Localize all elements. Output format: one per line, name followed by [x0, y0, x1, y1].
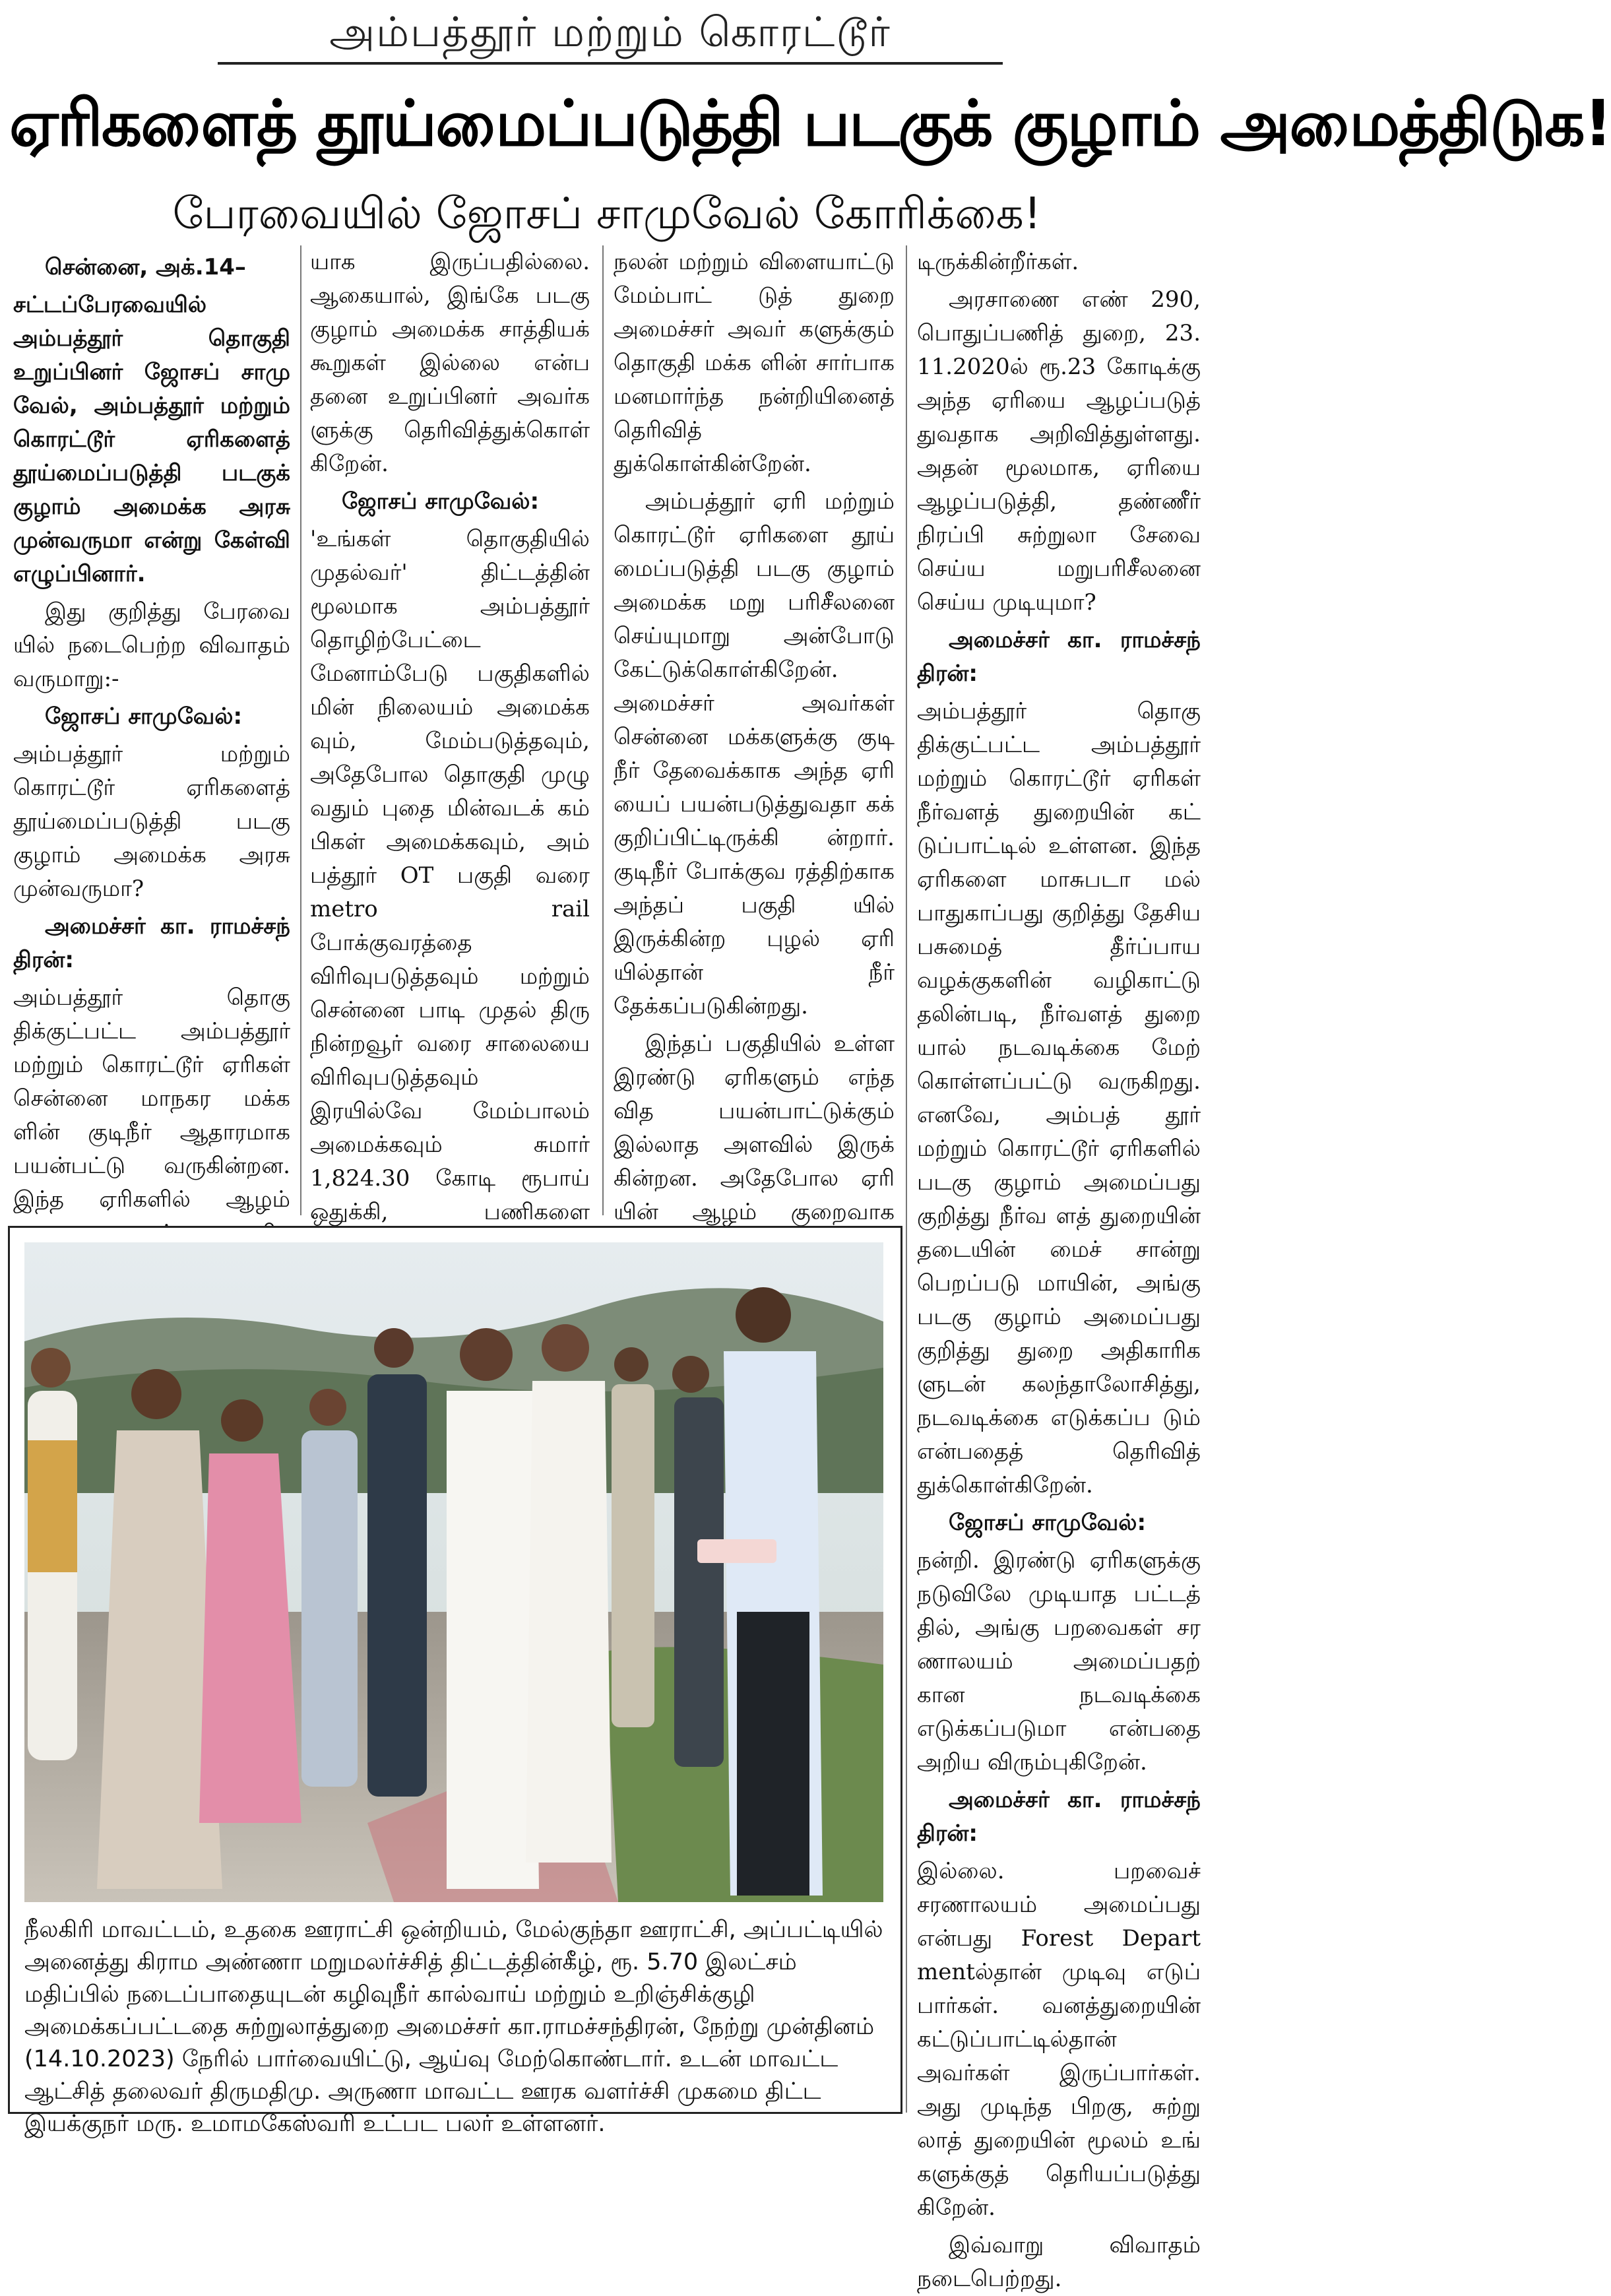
article-column-4	[917, 245, 1201, 2292]
column-divider	[906, 245, 907, 2113]
article-column-3	[614, 245, 895, 1225]
paragraph: நலன் மற்றும் விளையாட்டு மேம்பாட் டுத் துறை அமைச்சர் அவர் களுக்கும் தொகுதி மக்க ளின் சார்பாக மனமார்ந்த நன்றியினைத் தெரிவித் துக்கொள்கின்றேன்.	[614, 249, 895, 477]
article-column-2	[310, 245, 590, 1225]
speaker-label: ஜோசப் சாமுவேல்:	[342, 488, 540, 515]
news-photo	[24, 1242, 883, 1902]
lead-paragraph: சட்டப்பேரவையில் அம்பத்தூர் தொகுதி உறுப்பினர் ஜோசப் சாமு வேல், அம்பத்தூர் மற்றும் கொரட்டூர் ஏரிகளைத் தூய்மைப்படுத்தி படகுக் குழாம் அமைக்க அரசு முன்வருமா என்று கேள்வி எழுப்பினார்.	[13, 292, 290, 587]
column-divider	[300, 245, 301, 1215]
paragraph: அம்பத்தூர் தொகு திக்குட்பட்ட அம்பத்தூர் மற்றும் கொரட்டூர் ஏரிகள் சென்னை மாநகர மக்க ளின் குடிநீர் ஆதாரமாக பயன்பட்டு வருகின்றன. இந்த ஏரிகளில் ஆழம்	[13, 984, 290, 1213]
paragraph: அம்பத்தூர் ஏரி மற்றும் கொரட்டூர் ஏரிகளை தூய் மைப்படுத்தி படகு குழாம் அமைக்க மறு பரிசீலனை செய்யுமாறு அன்போடு கேட்டுக்கொள்கிறேன். அமைச்சர் அவர்கள் சென்னை மக்களுக்கு குடி நீர் தேவைக்காக அந்த ஏரி யைப் பயன்படுத்துவதா கக் குறிப்பிட்டிருக்கி ன்றார். குடிநீர் போக்குவ ரத்திற்காக அந்தப் பகுதி யில் இருக்கின்ற புழல் ஏரி யில்தான் நீர் தேக்கப்படுகின்றது.	[614, 488, 895, 1019]
speaker-label: அமைச்சர் கா. ராமச்சந் திரன்:	[917, 1787, 1201, 1847]
paragraph: இவ்வாறு விவாதம் நடைபெற்றது.	[917, 2232, 1201, 2292]
kicker-rule	[218, 62, 1003, 65]
paragraph: இல்லை. பறவைச் சரணாலயம் அமைப்பது என்பது Forest Depart mentல்தான் முடிவு எடுப் பார்கள். வனத்துறையின் கட்டுப்பாட்டில்தான் அவர்கள் இருப்பார்கள். அது முடிந்த பிறகு, சுற்று லாத் துறையின் மூலம் உங் களுக்குத் தெரியப்படுத்து கிறேன்.	[917, 1858, 1201, 2221]
paragraph: அம்பத்தூர் மற்றும் கொரட்டூர் ஏரிகளைத் தூய்மைப்படுத்தி படகு குழாம் அமைக்க அரசு முன்வருமா?	[13, 741, 290, 902]
headline: ஏரிகளைத் தூய்மைப்படுத்தி படகுக் குழாம் அமைத்திடுக!	[9, 86, 1611, 160]
photo-caption: நீலகிரி மாவட்டம், உதகை ஊராட்சி ஒன்றியம், மேல்குந்தா ஊராட்சி, அப்பட்டியில் அனைத்து கிராம அண்ணா மறுமலர்ச்சித் திட்டத்தின்கீழ், ரூ. 5.70 இலட்சம் மதிப்பில் நடைப்பாதையுடன் கழிவுநீர் கால்வாய் மற்றும் உறிஞ்சிக்குழி அமைக்கப்பட்டதை சுற்றுலாத்துறை அமைச்சர் கா.ராமச்சந்திரன், நேற்று முன்தினம் (14.10.2023) நேரில் பார்வையிட்டு, ஆய்வு மேற்கொண்டார். உடன் மாவட்ட ஆட்சித் தலைவர் திருமதிமு. அருணா மாவட்ட ஊரக வளர்ச்சி முகமை திட்ட இயக்குநர் மரு. உமாமகேஸ்வரி உட்பட பலர் உள்ளனர்.	[24, 1917, 883, 2137]
speaker-label: அமைச்சர் கா. ராமச்சந் திரன்:	[917, 627, 1201, 687]
speaker-label: அமைச்சர் கா. ராமச்சந் திரன்:	[13, 913, 290, 973]
dateline: சென்னை, அக்.14–	[45, 254, 246, 280]
speaker-label: ஜோசப் சாமுவேல்:	[45, 703, 243, 730]
paragraph: யாக இருப்பதில்லை. ஆகையால், இங்கே படகு குழாம் அமைக்க சாத்தியக் கூறுகள் இல்லை என்ப தனை உறுப்பினர் அவர்க ளுக்கு தெரிவித்துக்கொள் கிறேன்.	[310, 249, 590, 477]
paragraph: நன்றி. இரண்டு ஏரிகளுக்கு நடுவிலே முடியாத பட்டத் தில், அங்கு பறவைகள் சர ணாலயம் அமைப்பதற் கான நடவடிக்கை எடுக்கப்படுமா என்பதை அறிய விரும்புகிறேன்.	[917, 1547, 1201, 1775]
paragraph: அரசாணை எண் 290, பொதுப்பணித் துறை, 23. 11.2020ல் ரூ.23 கோடிக்கு அந்த ஏரியை ஆழப்படுத் துவதாக அறிவித்துள்ளது. அதன் மூலமாக, ஏரியை ஆழப்படுத்தி, தண்ணீர் நிரப்பி சுற்றுலா சேவை செய்ய மறுபரிசீலனை செய்ய முடியுமா?	[917, 286, 1201, 616]
paragraph: அம்பத்தூர் தொகு திக்குட்பட்ட அம்பத்தூர் மற்றும் கொரட்டூர் ஏரிகள் நீர்வளத் துறையின் கட் டுப்பாட்டில் உள்ளன. இந்த ஏரிகளை மாசுபடா மல் பாதுகாப்பது குறித்து தேசிய பசுமைத் தீர்ப்பாய வழக்குகளின் வழிகாட்டு தலின்படி, நீர்வளத் துறை யால் நடவடிக்கை மேற் கொள்ளப்பட்டு வருகிறது. எனவே, அம்பத் தூர் மற்றும் கொரட்டூர் ஏரிகளில் படகு குழாம் அமைப்பது குறித்து நீர்வ ளத் துறையின் தடையின் மைச் சான்று பெறப்படு மாயின், அங்கு படகு குழாம் அமைப்பது குறித்து துறை அதிகாரிக ளுடன் கலந்தாலோசித்து, நடவடிக்கை எடுக்கப்ப டும் என்பதைத் தெரிவித் துக்கொள்கிறேன்.	[917, 698, 1201, 1498]
article-column-1	[13, 251, 290, 1213]
photo-box	[8, 1226, 902, 2137]
kicker-title: அம்பத்தூர் மற்றும் கொரட்டூர்	[329, 8, 891, 56]
speaker-label: ஜோசப் சாமுவேல்:	[949, 1510, 1147, 1536]
paragraph: 'உங்கள் தொகுதியில் முதல்வர்' திட்டத்தின் மூலமாக அம்பத்தூர் தொழிற்பேட்டை மேனாம்பேடு பகுதிகளில் மின் நிலையம் அமைக்க வும், மேம்படுத்தவும், அதேபோல தொகுதி முழு வதும் புதை மின்வடக் கம் பிகள் அமைக்கவும், அம் பத்தூர் OT பகுதி வரை metro rail போக்குவரத்தை விரிவுபடுத்தவும் மற்றும் சென்னை பாடி முதல் திரு நின்றவூர் வரை சாலையை விரிவுபடுத்தவும் இரயில்வே மேம்பாலம் அமைக்கவும் சுமார் 1,824.30 கோடி ரூபாய் ஒதுக்கி, பணிகளை	[310, 526, 590, 1225]
paragraph: இது குறித்து பேரவை யில் நடைபெற்ற விவாதம் வருமாறு:-	[13, 598, 290, 692]
column-divider	[602, 245, 604, 1215]
paragraph: டிருக்கின்றீர்கள்.	[917, 249, 1079, 275]
paragraph: இந்தப் பகுதியில் உள்ள இரண்டு ஏரிகளும் எந்த வித பயன்பாட்டுக்கும் இல்லாத அளவில் இருக் கின்றன. அதேபோல ஏரி யின் ஆழம் குறைவாக	[614, 1031, 895, 1225]
subheadline: பேரவையில் ஜோசப் சாமுவேல் கோரிக்கை!	[172, 188, 1042, 239]
